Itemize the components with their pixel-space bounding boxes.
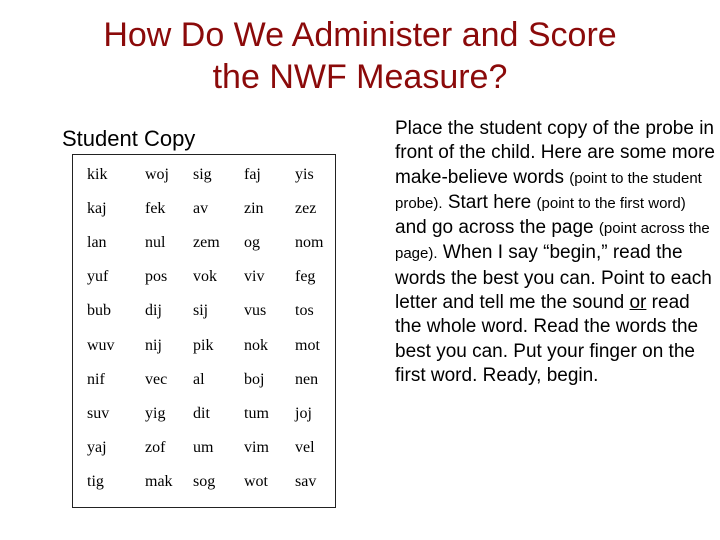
instruction-aside: (point to the student probe). xyxy=(395,169,702,212)
probe-word: feg xyxy=(295,268,316,286)
probe-word: wot xyxy=(244,472,268,490)
probe-word: vok xyxy=(193,268,217,286)
probe-word: tos xyxy=(295,302,314,320)
student-probe-table xyxy=(76,158,341,499)
probe-word: nom xyxy=(295,234,324,252)
probe-word: sav xyxy=(295,472,317,490)
instruction-text: Start here xyxy=(447,191,532,213)
probe-word: nok xyxy=(244,336,268,354)
probe-word: al xyxy=(193,370,205,388)
instruction-text: read the whole word. Read the words the best you can. Put your finger on the first word. Ready, begin. xyxy=(395,292,699,386)
probe-word: bub xyxy=(87,302,111,320)
probe-row xyxy=(76,363,341,397)
probe-word: lan xyxy=(87,234,107,252)
probe-row xyxy=(76,226,341,260)
probe-row xyxy=(76,397,341,431)
slide-title-line-1: How Do We Administer and Score xyxy=(103,16,617,54)
administration-instructions xyxy=(395,117,719,388)
probe-row xyxy=(76,158,341,192)
probe-word: zin xyxy=(244,200,264,218)
probe-word: wuv xyxy=(87,336,115,354)
instruction-text: and go across the page xyxy=(395,217,594,239)
probe-word: nif xyxy=(87,370,105,388)
probe-word: tig xyxy=(87,472,104,490)
instruction-aside: (point across the page). xyxy=(395,220,710,263)
probe-word: nul xyxy=(145,234,166,252)
probe-word: viv xyxy=(244,268,265,286)
probe-word: pik xyxy=(193,336,214,354)
probe-word: vec xyxy=(145,370,168,388)
probe-word: woj xyxy=(145,166,169,184)
probe-word: mot xyxy=(295,336,320,354)
probe-word: vus xyxy=(244,302,267,320)
probe-word: joj xyxy=(295,404,312,422)
instruction-text: Place the student copy of the probe in front of the child. Here are some more make-believe words xyxy=(395,118,715,188)
probe-word: kik xyxy=(87,166,108,184)
probe-word: kaj xyxy=(87,200,107,218)
probe-word: vel xyxy=(295,438,315,456)
instruction-aside: (point to the first word) xyxy=(536,194,686,212)
probe-word: boj xyxy=(244,370,265,388)
probe-word: nij xyxy=(145,336,162,354)
student-copy-label: Student Copy xyxy=(62,126,196,151)
probe-word: zof xyxy=(145,438,166,456)
probe-word: fek xyxy=(145,200,166,218)
probe-row xyxy=(76,294,341,328)
probe-word: og xyxy=(244,234,260,252)
slide-title xyxy=(0,14,720,98)
probe-word: yaj xyxy=(87,438,107,456)
probe-row xyxy=(76,465,341,499)
probe-word: faj xyxy=(244,166,261,184)
probe-word: yuf xyxy=(87,268,109,286)
probe-word: sig xyxy=(193,166,212,184)
probe-row xyxy=(76,192,341,226)
probe-word: zem xyxy=(193,234,220,252)
instruction-text: When I say “begin,” read the words the best you can. Point to each letter and tell me the sound xyxy=(395,242,712,314)
probe-word: zez xyxy=(295,200,317,218)
probe-word: pos xyxy=(145,268,168,286)
probe-word: sog xyxy=(193,472,216,490)
probe-word: av xyxy=(193,200,209,218)
slide-title-line-2: the NWF Measure? xyxy=(212,58,508,96)
probe-row xyxy=(76,431,341,465)
probe-word: mak xyxy=(145,472,173,490)
probe-row xyxy=(76,328,341,362)
probe-word: nen xyxy=(295,370,319,388)
probe-word: sij xyxy=(193,302,209,320)
probe-word: vim xyxy=(244,438,269,456)
probe-word: um xyxy=(193,438,214,456)
instruction-emphasis: or xyxy=(629,292,647,314)
probe-row xyxy=(76,260,341,294)
probe-word: dij xyxy=(145,302,162,320)
probe-word: suv xyxy=(87,404,110,422)
probe-word: tum xyxy=(244,404,269,422)
probe-word: yig xyxy=(145,404,166,422)
probe-word: dit xyxy=(193,404,210,422)
probe-word: yis xyxy=(295,166,314,184)
